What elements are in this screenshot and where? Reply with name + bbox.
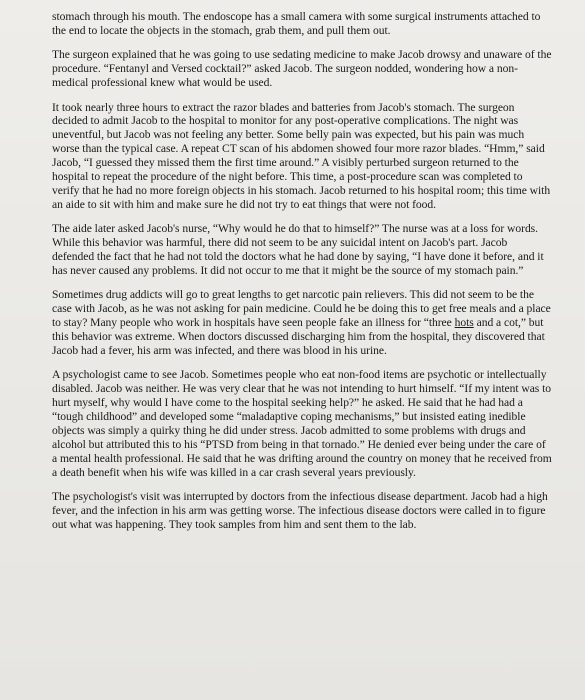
document-body: [52, 10, 552, 542]
paragraph-endoscope: stomach through his mouth. The endoscope has a small camera with some surgical instruments attached to the end to locate the objects in the stomach, grab them, and pull them out.: [52, 10, 541, 37]
paragraph-aide-question: The aide later asked Jacob's nurse, “Why would he do that to himself?” The nurse was at a loss for words. While this behavior was harmful, there did not seem to be any suicidal intent on Jacob's part. Jacob defended the fact that he had not told the doctors what he had done by saying, “I have done it before, and it has never caused any problems. It did not occur to me that it might be the source of my stomach pain.”: [52, 222, 544, 277]
paragraph-psychologist: A psychologist came to see Jacob. Sometimes people who eat non-food items are psychotic or intellectually disabled. Jacob was neither. He was very clear that he was not intending to hurt himself. “If my intent was to hurt myself, why would I have come to the hospital seeking help?” he asked. He said that he had had a “tough childhood” and developed some “maladaptive coping mechanisms,” but insisted eating inedible objects was simply a quirky thing he did under stress. Jacob admitted to some problems with drugs and alcohol but attributed this to his “PTSD from being in that tornado.” He denied ever being under the care of a mental health professional. He said that he was drifting around the country on money that he received from a death benefit when his wife was killed in a car crash several years previously.: [52, 368, 552, 479]
paragraph-sedation: The surgeon explained that he was going to use sedating medicine to make Jacob drowsy and unaware of the procedure. “Fentanyl and Versed cocktail?” asked Jacob. The surgeon nodded, wondering how a non-medical professional knew what would be used.: [52, 48, 552, 90]
paragraph-extraction: It took nearly three hours to extract the razor blades and batteries from Jacob's stomach. The surgeon decided to admit Jacob to the hospital to monitor for any post-operative complications. The night was uneventful, but Jacob was not feeling any better. Some belly pain was expected, but his pain was much worse than the typical case. A repeat CT scan of his abdomen showed four more razor blades. “Hmm,” said Jacob, “I guessed they missed them the first time around.” A visibly perturbed surgeon returned to the hospital to repeat the procedure of the night before. This time, a post-procedure scan was completed to verify that he had no more foreign objects in his stomach. Jacob returned to his hospital room; this time with an aide to sit with him and make sure he did not try to eat things that were not food.: [52, 100, 551, 211]
paragraph-drug-seeking: [52, 288, 552, 358]
underlined-word: hots: [454, 316, 474, 330]
paragraph-drug-seeking-text-1: Sometimes drug addicts will go to great lengths to get narcotic pain relievers. This did not seem to be the case with Jacob, as he was not asking for pain medicine. Could he be doing this to get free meals and a place to stay? Many people who work in hospitals have seen people fake an illness for “three: [52, 288, 551, 330]
paragraph-infectious-disease: The psychologist's visit was interrupted by doctors from the infectious disease department. Jacob had a high fever, and the infection in his arm was getting worse. The infectious disease doctors were called in to figure out what was happening. They took samples from him and sent them to the lab.: [52, 490, 548, 531]
paragraph-drug-seeking-text-2: and a cot,” but this behavior was extreme. When doctors discussed discharging him from the hospital, they discovered that Jacob had a fever, his arm was infected, and there was blood in his urine.: [52, 316, 545, 358]
